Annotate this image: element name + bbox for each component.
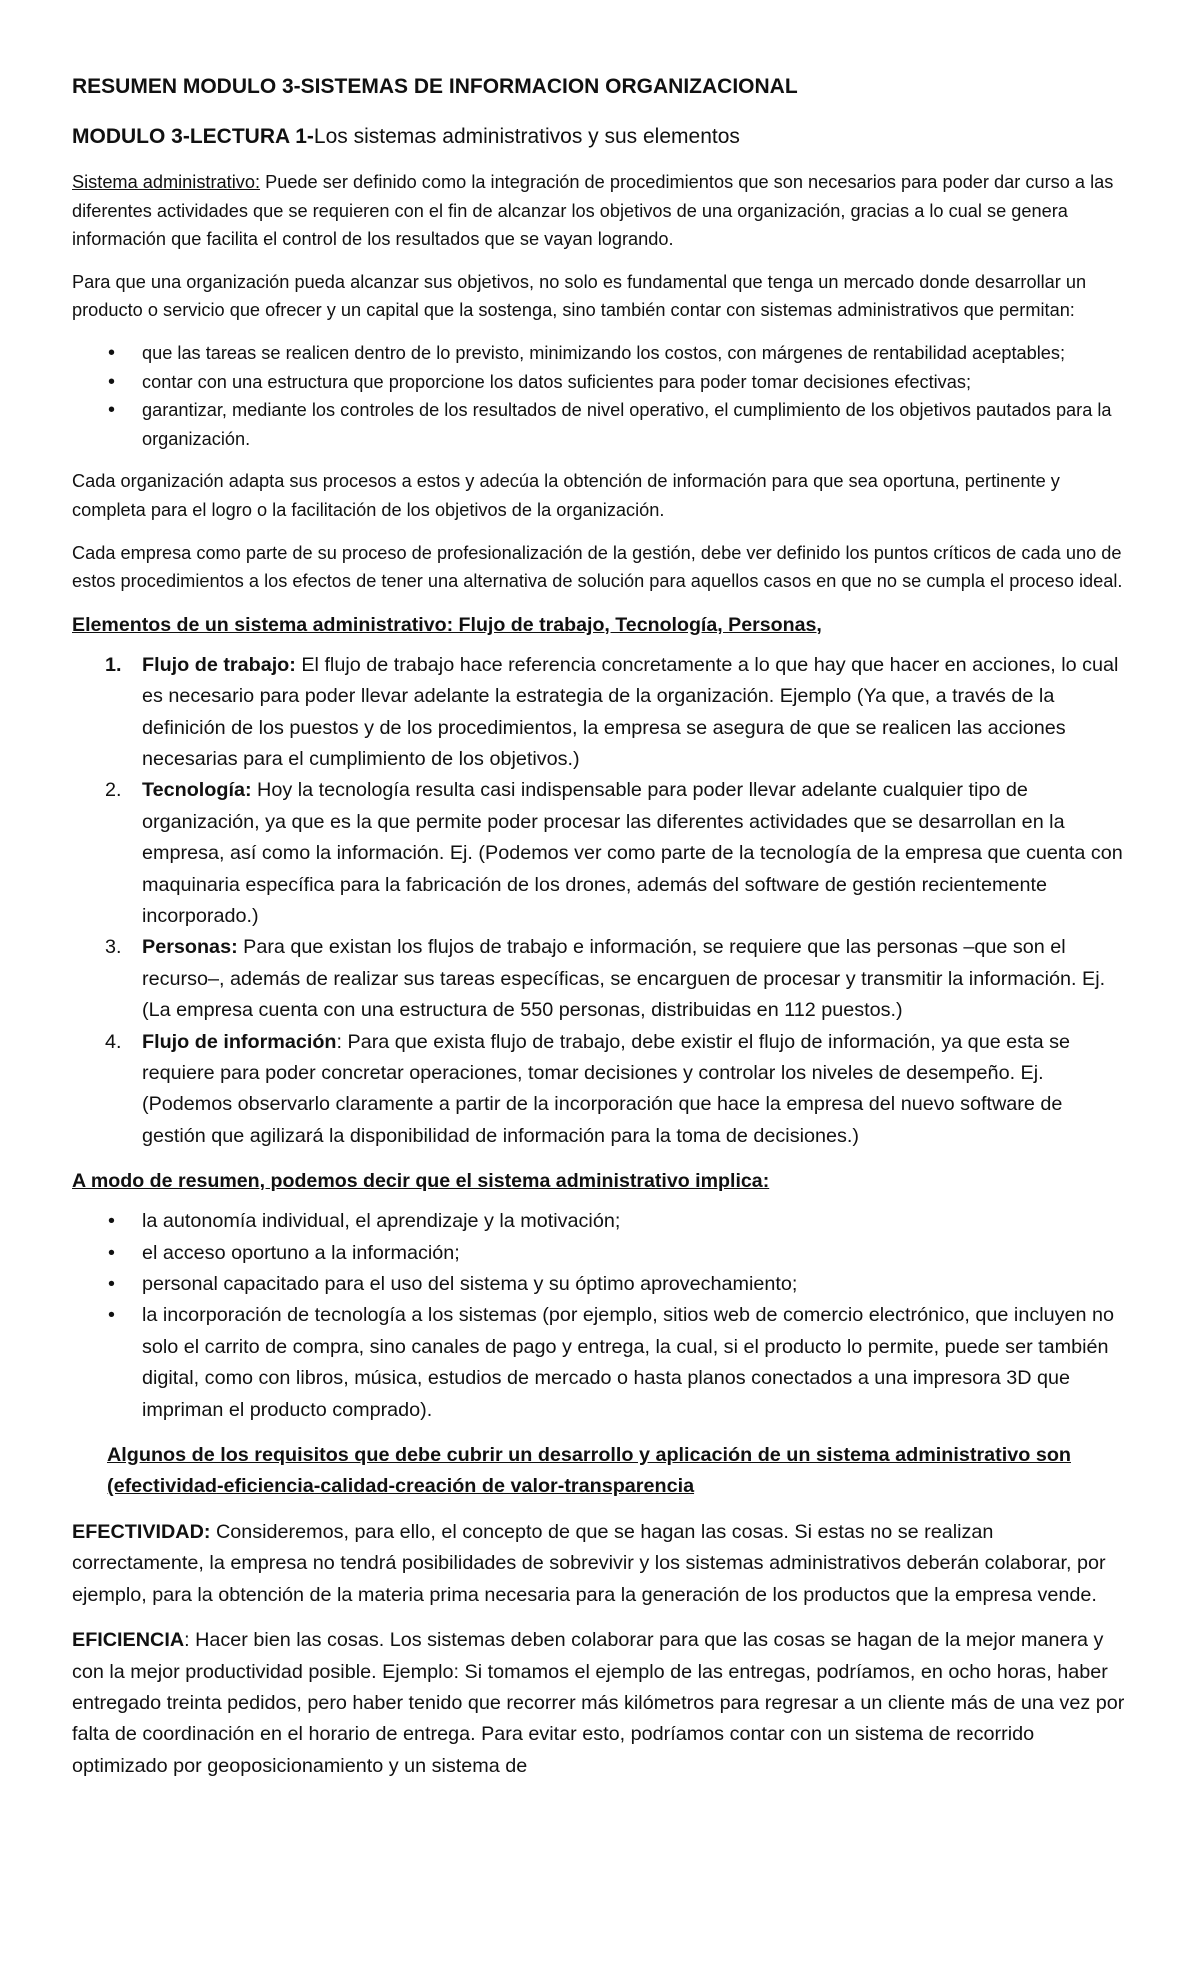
bullet-icon: • (108, 1210, 115, 1233)
lecture-heading-bold: MODULO 3-LECTURA 1- (72, 125, 314, 148)
list-item: • la autonomía individual, el aprendizaje y la motivación; (72, 1206, 1128, 1237)
item-number: 2. (105, 779, 122, 802)
bullet-icon: • (108, 1304, 115, 1327)
list-item (72, 932, 1128, 1026)
item-label: Tecnología: (142, 779, 252, 802)
item-label: Flujo de información (142, 1030, 337, 1053)
effectiveness-label: EFECTIVIDAD: (72, 1520, 211, 1543)
list-item (72, 650, 1128, 776)
list-item: • garantizar, mediante los controles de los resultados de nivel operativo, el cumplimiento de los objetivos pautados para la organización. (72, 396, 1128, 453)
item-number: 3. (105, 936, 122, 959)
paragraph-professionalization: Cada empresa como parte de su proceso de profesionalización de la gestión, debe ver definido los puntos críticos de cada uno de estos procedimientos a los efectos de tener una alternativa de solución para aquellos casos en que no se cumpla el proceso ideal. (72, 542, 1123, 592)
item-text: Hoy la tecnología resulta casi indispensable para poder llevar adelante cualquier tipo de organización, ya que es la que permite poder procesar las diferentes actividades que se desarrollan en la empresa, así como la información. Ej. (Podemos ver como parte de la tecnología de la empresa que cuenta con maquinaria específica para la fabricación de los drones, además del software de gestión recientemente incorporado.) (142, 779, 1123, 927)
efficiency-text: : Hacer bien las cosas. Los sistemas deben colaborar para que las cosas se hagan de la mejor manera y con la mejor productividad posible. Ejemplo: Si tomamos el ejemplo de las entregas, podríamos, en ocho horas, haber entregado treinta pedidos, pero haber tenido que recorrer más kilómetros para regresar a un cliente más de una vez por falta de coordinación en el horario de entrega. Para evitar esto, podríamos contar con un sistema de recorrido optimizado por geoposicionamiento y un sistema de (72, 1629, 1125, 1777)
item-label: Personas: (142, 936, 238, 959)
item-text: El flujo de trabajo hace referencia concretamente a lo que hay que hacer en acciones, lo cual es necesario para poder llevar adelante la estrategia de la organización. Ejemplo (Ya que, a través de la definición de los puestos y de los procedimientos, la empresa se asegura de que se realicen las acciones necesarias para el cumplimiento de los objetivos.) (142, 653, 1119, 770)
item-label: Flujo de trabajo: (142, 653, 296, 676)
bullet-icon: • (108, 1241, 115, 1264)
bullet-icon: • (108, 370, 116, 393)
item-number: 1. (105, 653, 122, 676)
list-item: • que las tareas se realicen dentro de lo previsto, minimizando los costos, con márgenes de rentabilidad aceptables; (72, 339, 1128, 368)
list-item: • contar con una estructura que proporcione los datos suficientes para poder tomar decisiones efectivas; (72, 368, 1128, 397)
bullet-icon: • (108, 399, 116, 422)
lecture-heading (72, 124, 1128, 150)
elements-list (72, 650, 1128, 1153)
document-title: RESUMEN MODULO 3-SISTEMAS DE INFORMACION ORGANIZACIONAL (72, 75, 798, 98)
summary-list (72, 1206, 1128, 1426)
efficiency-paragraph (72, 1625, 1128, 1782)
item-text: Para que existan los flujos de trabajo e información, se requiere que las personas –que son el recurso–, además de realizar sus tareas específicas, se encarguen de procesar y transmitir la información. Ej. (La empresa cuenta con una estructura de 550 personas, distribuidas en 112 puestos.) (142, 936, 1106, 1022)
lecture-heading-rest: Los sistemas administrativos y sus elementos (313, 125, 740, 148)
definition-label: Sistema administrativo: (72, 172, 261, 192)
list-item: • la incorporación de tecnología a los sistemas (por ejemplo, sitios web de comercio electrónico, que incluyen no solo el carrito de compra, sino canales de pago y entrega, la cual, si el producto lo permite, puede ser también digital, como con libros, música, estudios de mercado o hasta planos conectados a una impresora 3D que impriman el producto comprado). (72, 1300, 1128, 1426)
effectiveness-paragraph (72, 1517, 1128, 1611)
objectives-list (72, 339, 1128, 453)
list-item: • el acceso oportuno a la información; (72, 1238, 1128, 1269)
effectiveness-text: Consideremos, para ello, el concepto de que se hagan las cosas. Si estas no se realizan correctamente, la empresa no tendrá posibilidades de sobrevivir y los sistemas administrativos deberán colaborar, por ejemplo, para la obtención de la materia prima necesaria para la generación de los productos que la empresa vende. (72, 1520, 1106, 1606)
definition-text: Puede ser definido como la integración de procedimientos que son necesarios para poder dar curso a las diferentes actividades que se requieren con el fin de alcanzar los objetivos de una organización, gracias a lo cual se genera información que facilita el control de los resultados que se vayan logrando. (72, 172, 1114, 250)
paragraph-objectives: Para que una organización pueda alcanzar sus objetivos, no solo es fundamental que tenga un mercado donde desarrollar un producto o servicio que ofrecer y un capital que la sostenga, sino también contar con sistemas administrativos que permitan: (72, 271, 1087, 321)
list-item (72, 1027, 1128, 1153)
paragraph-adaptation: Cada organización adapta sus procesos a estos y adecúa la obtención de información para que sea oportuna, pertinente y completa para el logro o la facilitación de los objetivos de la organización. (72, 471, 1060, 520)
bullet-icon: • (108, 1273, 115, 1296)
requirements-heading: Algunos de los requisitos que debe cubrir un desarrollo y aplicación de un sistema administrativo son (efectividad-eficiencia-calidad-creación de valor-transparencia (107, 1444, 1071, 1498)
item-number: 4. (105, 1030, 122, 1053)
elements-heading: Elementos de un sistema administrativo: Flujo de trabajo, Tecnología, Personas, (72, 613, 822, 636)
efficiency-label: EFICIENCIA (72, 1629, 185, 1652)
list-item (72, 775, 1128, 932)
item-text: : Para que exista flujo de trabajo, debe existir el flujo de información, ya que esta se requiere para poder concretar operaciones, tomar decisiones y controlar los niveles de desempeño. Ej. (Podemos observarlo claramente a partir de la incorporación que hace la empresa del nuevo software de gestión que agilizará la disponibilidad de información para la toma de decisiones.) (142, 1030, 1070, 1147)
list-item: • personal capacitado para el uso del sistema y su óptimo aprovechamiento; (72, 1269, 1128, 1300)
definition-paragraph (72, 168, 1128, 254)
bullet-icon: • (108, 341, 116, 364)
summary-heading: A modo de resumen, podemos decir que el sistema administrativo implica: (72, 1170, 770, 1193)
